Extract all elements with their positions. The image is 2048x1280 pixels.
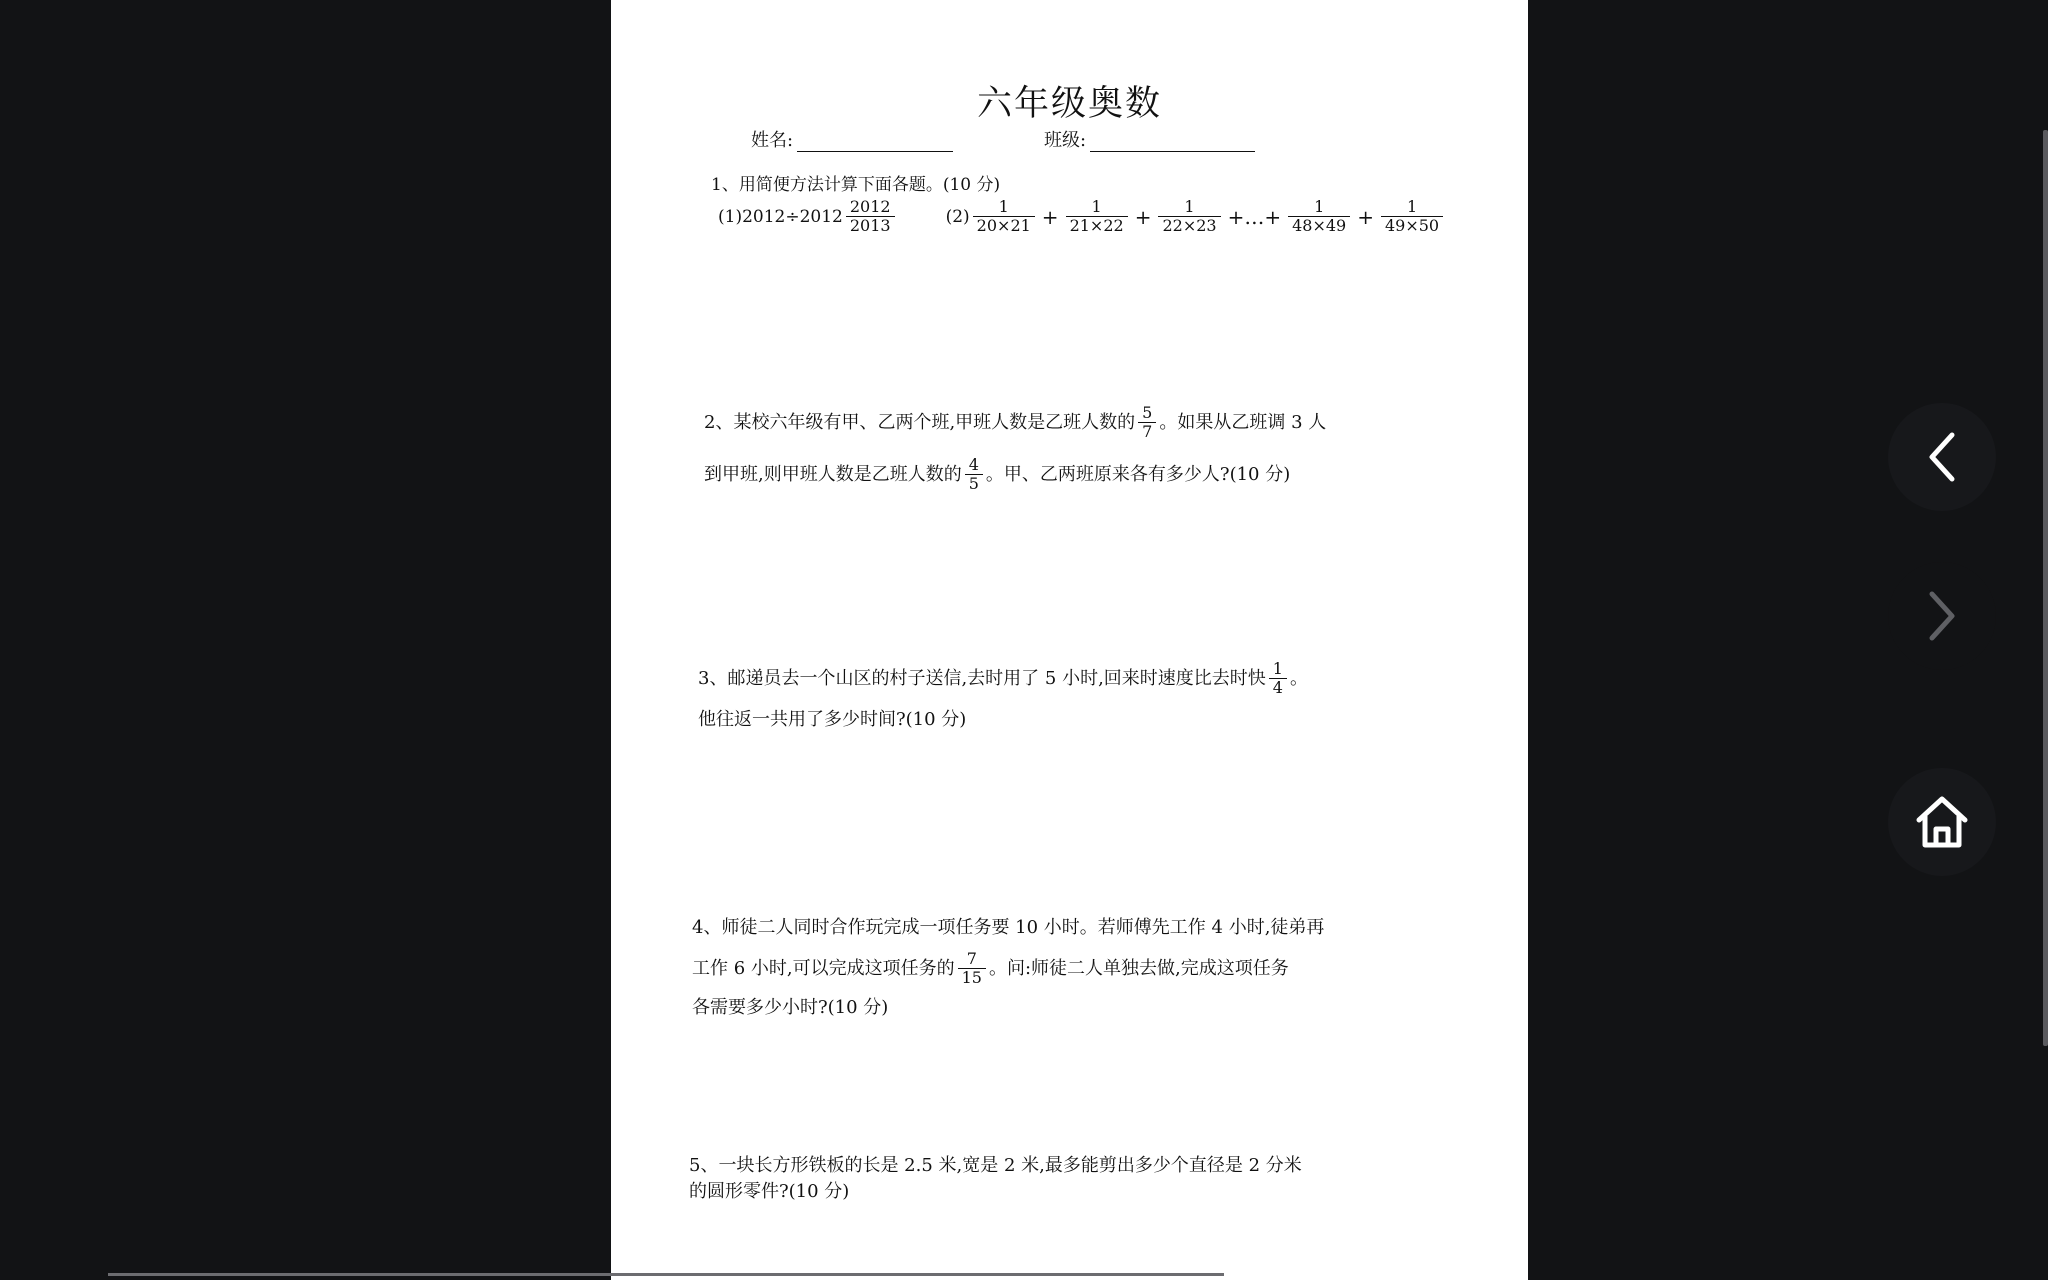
question-2-line-1: 2、某校六年级有甲、乙两个班,甲班人数是乙班人数的 $\frac{5}{7}$ 。如果从乙班调 3 人 <box>704 403 1327 442</box>
question-1-expressions <box>718 198 1446 236</box>
forward-button[interactable] <box>1888 562 1996 670</box>
question-5-line-1: 5、一块长方形铁板的长是 2.5 米,宽是 2 米,最多能剪出多少个直径是 2 分米 <box>689 1155 1302 1176</box>
home-button[interactable] <box>1888 768 1996 876</box>
q1-term-fraction: $\frac{1}{21\times 22}$ <box>1066 198 1128 236</box>
q2-fraction-2: $\frac{4}{5}$ <box>965 456 983 494</box>
name-label: 姓名: <box>751 130 794 151</box>
document-page <box>611 0 1528 1280</box>
q1-term-fraction: $\frac{1}{49\times 50}$ <box>1381 198 1443 236</box>
question-3-line-2: 他往返一共用了多少时间?(10 分) <box>698 709 967 730</box>
name-blank <box>797 133 953 152</box>
fraction-numerator: 2012 <box>849 197 891 216</box>
question-3-line-1: 3、邮递员去一个山区的村子送信,去时用了 5 小时,回来时速度比去时快 $\frac{1}{4}$ 。 <box>698 659 1308 698</box>
q3-fraction: $\frac{1}{4}$ <box>1269 660 1287 698</box>
q1-part2-prefix: (2) <box>945 206 970 227</box>
plus-sign: + <box>1134 204 1152 229</box>
plus-sign: + <box>1041 204 1059 229</box>
progress-bar <box>108 1273 1224 1276</box>
question-4-line-1: 4、师徒二人同时合作玩完成一项任务要 10 小时。若师傅先工作 4 小时,徒弟再 <box>692 917 1325 938</box>
q4-fraction: $\frac{7}{15}$ <box>958 950 986 988</box>
chevron-left-icon <box>1922 429 1962 485</box>
q1-part1-prefix: (1)2012÷2012 <box>718 206 843 227</box>
fraction-denominator: 2013 <box>846 216 895 235</box>
q2-fraction-1: $\frac{5}{7}$ <box>1138 404 1156 442</box>
q1-part1-fraction <box>846 198 895 236</box>
home-icon <box>1913 793 1971 851</box>
question-4-line-2: 工作 6 小时,可以完成这项任务的 $\frac{7}{15}$ 。问:师徒二人单独去做,完成这项任务 <box>692 949 1289 988</box>
question-4-line-3: 各需要多少小时?(10 分) <box>692 997 889 1018</box>
scrollbar[interactable] <box>2043 130 2048 1046</box>
page-title: 六年级奥数 <box>976 84 1162 124</box>
ellipsis-sign: +…+ <box>1227 204 1282 229</box>
question-5-line-2: 的圆形零件?(10 分) <box>689 1181 850 1202</box>
chevron-right-icon <box>1922 588 1962 644</box>
class-label: 班级: <box>1044 130 1087 151</box>
plus-sign: + <box>1357 204 1374 229</box>
q1-term-fraction: $\frac{1}{20\times 21}$ <box>973 198 1035 236</box>
class-field <box>1044 126 1255 152</box>
question-2-line-2: 到甲班,则甲班人数是乙班人数的 $\frac{4}{5}$ 。甲、乙两班原来各有多少人?(10 分) <box>704 455 1291 494</box>
name-field <box>751 126 953 152</box>
q1-term-fraction: $\frac{1}{48\times 49}$ <box>1288 198 1350 236</box>
class-blank <box>1090 133 1255 152</box>
q1-term-fraction: $\frac{1}{22\times 23}$ <box>1158 198 1220 236</box>
question-1-text: 1、用简便方法计算下面各题。(10 分) <box>711 175 1001 195</box>
back-button[interactable] <box>1888 403 1996 511</box>
